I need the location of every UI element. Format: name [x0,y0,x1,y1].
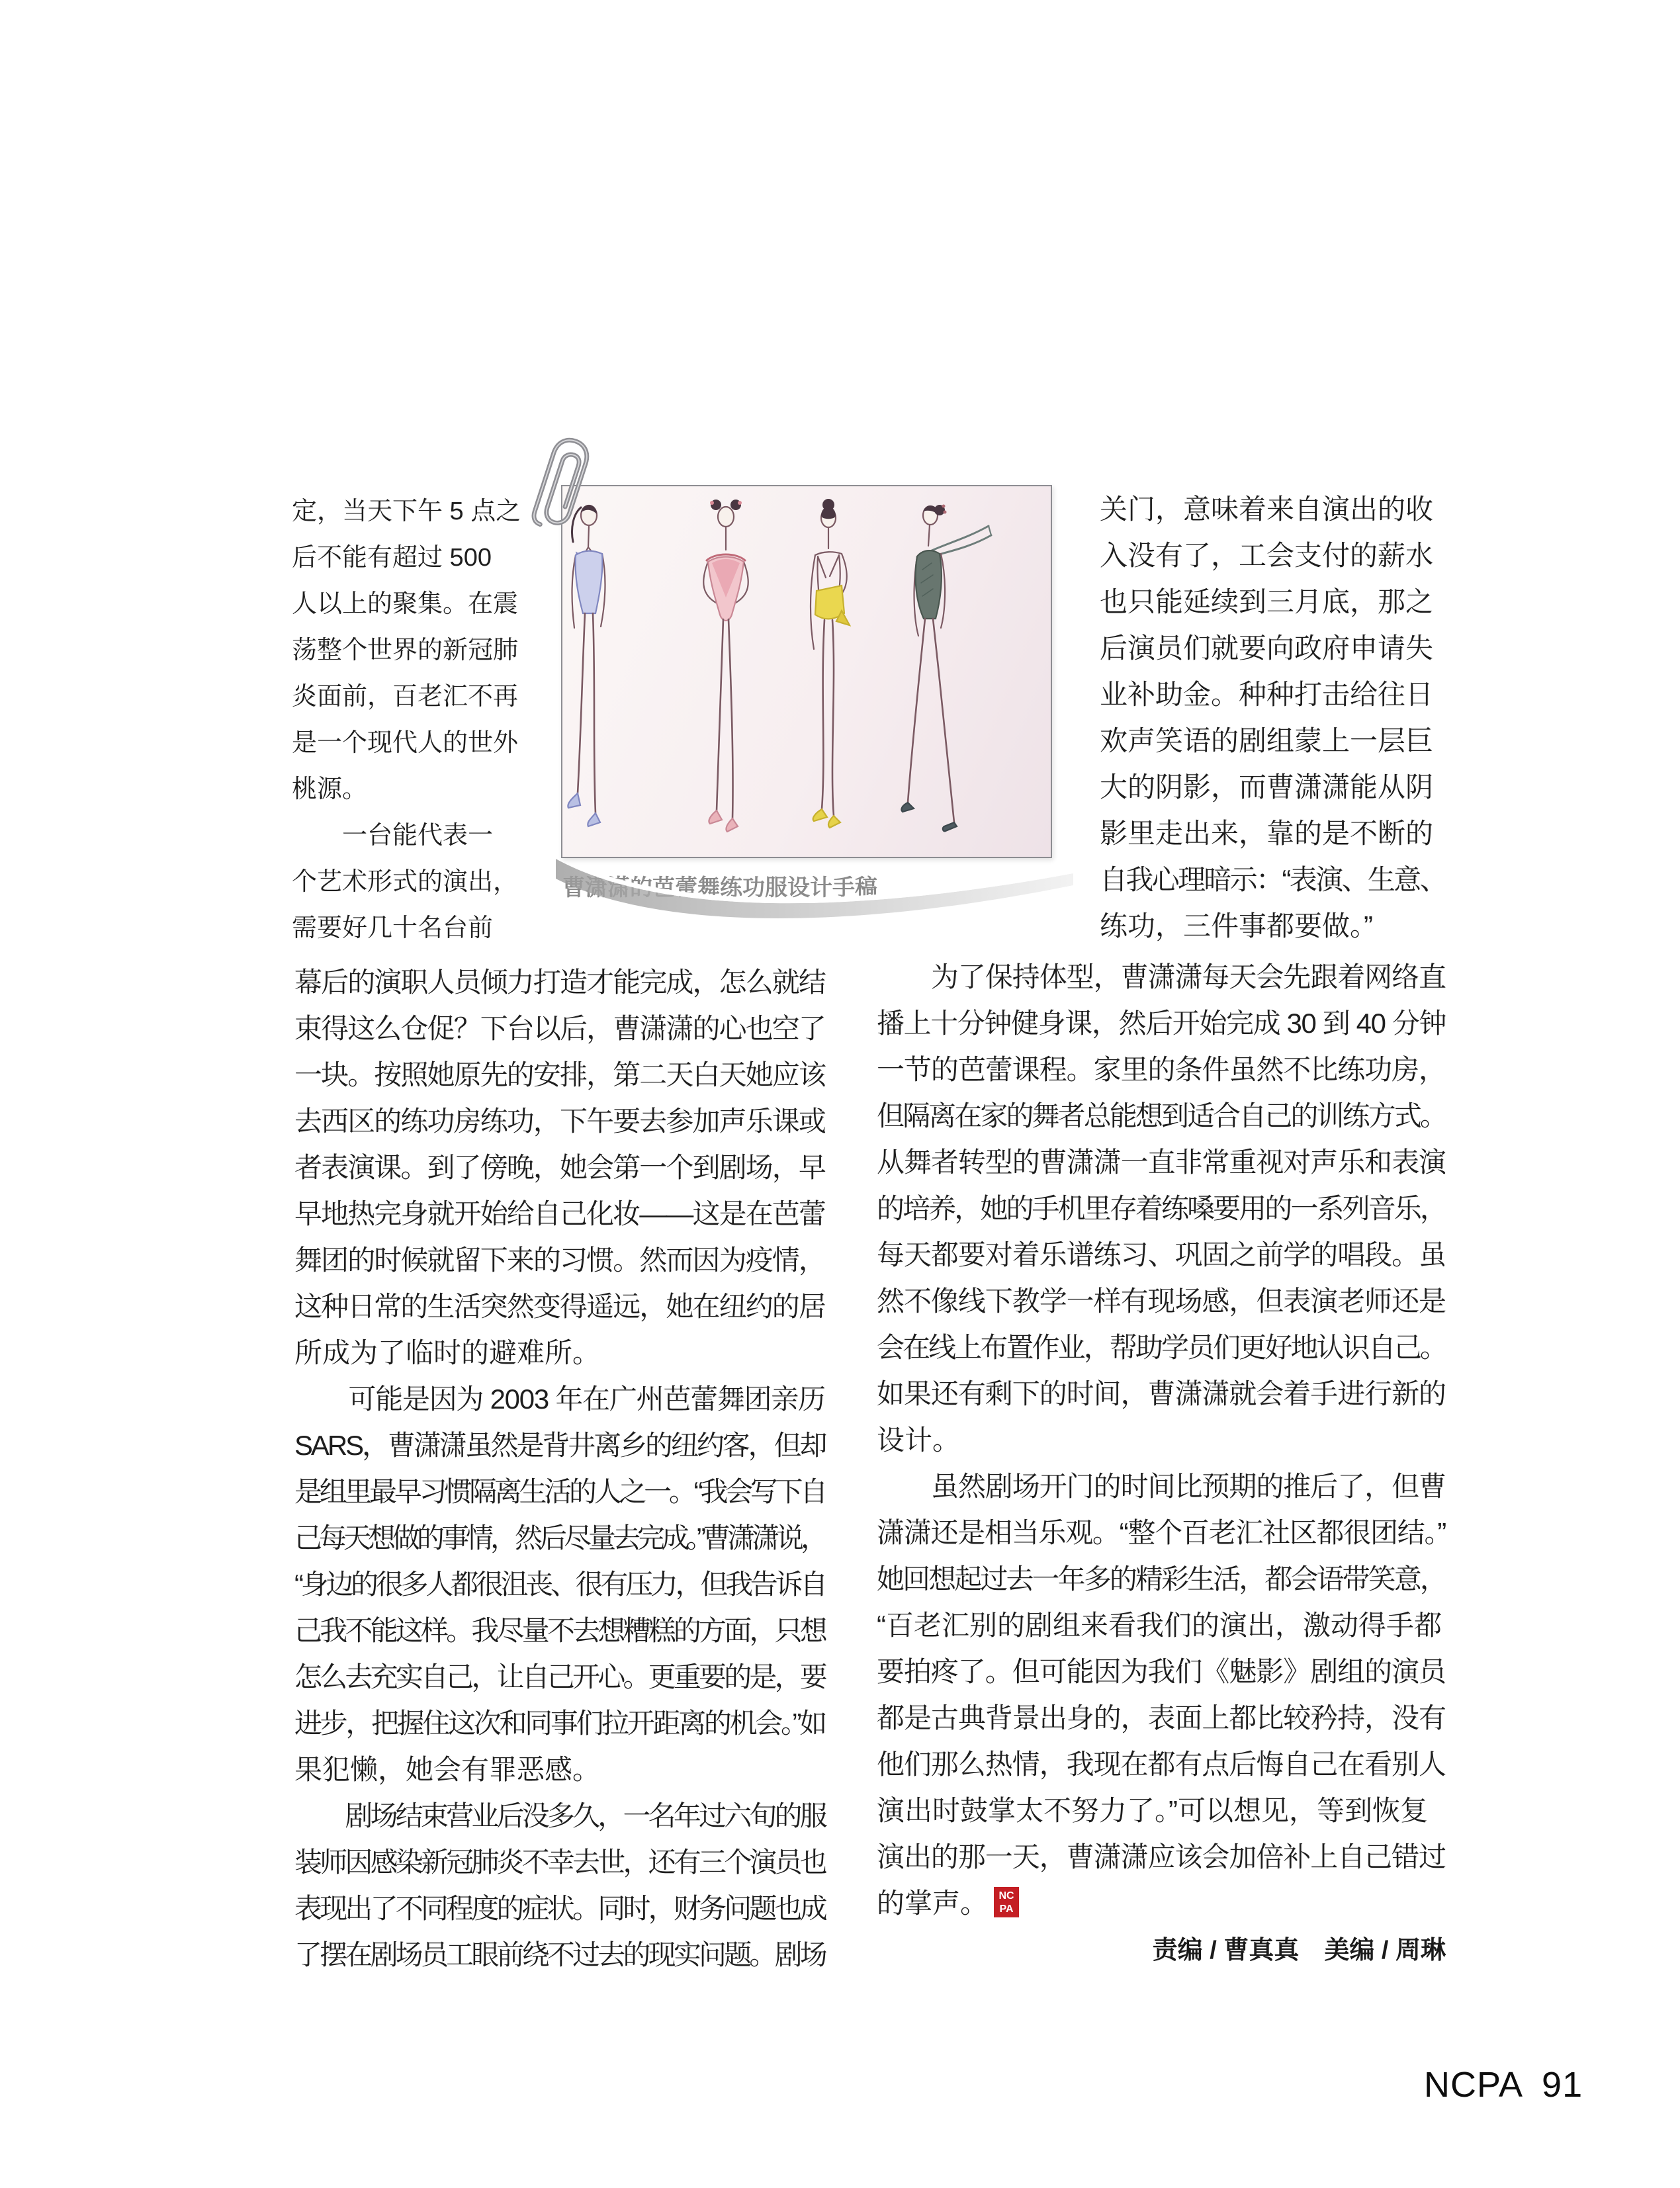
ballet-figure-sketch-4 [901,505,991,832]
text-line: 一块。按照她原先的安排，第二天白天她应该 [294,1059,826,1090]
ncpa-end-logo-line1: NC [998,1890,1014,1902]
text-line: 业补助金。种种打击给往日 [1100,679,1434,710]
text-line: 的培养，她的手机里存着练嗓要用的一系列音乐， [877,1193,1446,1224]
text-line: 果犯懒，她会有罪恶感。 [294,1754,601,1785]
text-line: 也只能延续到三月底，那之 [1100,586,1434,617]
ballet-figure-sketch-3 [811,499,850,828]
text-line: 播上十分钟健身课，然后开始完成 30 到 40 分钟 [877,1008,1446,1039]
text-line: 己我不能这样。我尽量不去想糟糕的方面，只想 [294,1615,826,1646]
text-line: 每天都要对着乐谱练习、巩固之前学的唱段。虽 [877,1239,1446,1270]
page-footer [1424,2066,1583,2104]
column-left-wide [294,959,825,1978]
text-line: 了摆在剧场员工眼前绕不过去的现实问题。剧场 [294,1939,826,1970]
costume-sketch-photo [561,485,1052,858]
footer-page-number: 91 [1542,2065,1583,2105]
text-line: 表现出了不同程度的症状。同时，财务问题也成 [294,1893,826,1924]
text-line: 但隔离在家的舞者总能想到适合自己的训练方式。 [877,1100,1446,1131]
photo-curl-shadow [553,855,1076,944]
ncpa-end-logo-line2: PA [999,1904,1014,1915]
text-line: 都是古典背景出身的，表面上都比较矜持，没有 [877,1702,1446,1733]
text-line: 从舞者转型的曹潇潇一直非常重视对声乐和表演 [877,1147,1446,1178]
text-line: 后演员们就要向政府申请失 [1100,633,1434,664]
text-line: 入没有了，工会支付的薪水 [1100,540,1434,571]
text-line: 后不能有超过 500 [292,544,492,572]
text-line: 的掌声。 [877,1888,989,1919]
text-line: 欢声笑语的剧组蒙上一层巨 [1100,725,1434,756]
text-line: 舞团的时候就留下来的习惯。然而因为疫情， [294,1245,826,1276]
text-line: 炎面前，百老汇不再 [292,683,519,711]
editor-credit: 责编 / 曹真真 美编 / 周琳 [1152,1937,1446,1964]
text-line: 虽然剧场开门的时间比预期的推后了，但曹 [877,1471,1446,1502]
text-line: 演出时鼓掌太不努力了。”可以想见，等到恢复 [877,1795,1428,1826]
footer-brand: NCPA [1424,2065,1524,2105]
ballet-figure-sketch-1 [568,505,605,826]
text-line: 去西区的练功房练功，下午要去参加声乐课或 [294,1106,826,1137]
ballet-costume-sketches [562,486,1051,857]
text-line: 关门，意味着来自演出的收 [1100,494,1434,525]
text-line: 是组里最早习惯隔离生活的人之一。“我会写下自 [294,1476,825,1507]
text-line: 一节的芭蕾课程。家里的条件虽然不比练功房， [877,1054,1446,1085]
text-line: 者表演课。到了傍晚，她会第一个到剧场，早 [294,1152,826,1183]
text-line: 桃源。 [292,775,368,803]
text-line: 如果还有剩下的时间，曹潇潇就会着手进行新的 [877,1378,1446,1409]
text-line: 是一个现代人的世外 [292,729,519,757]
column-left-narrow [292,488,522,951]
text-line: 人以上的聚集。在震 [292,590,519,618]
text-line: 个艺术形式的演出， [292,868,519,896]
text-line: 会在线上布置作业，帮助学员们更好地认识自己。 [877,1332,1446,1363]
text-line: “身边的很多人都很沮丧、很有压力，但我告诉自 [294,1569,825,1600]
text-line: 潇潇还是相当乐观。“整个百老汇社区都很团结。” [877,1517,1446,1548]
text-line: 影里走出来，靠的是不断的 [1100,818,1434,849]
text-line: 需要好几十名台前 [292,914,494,942]
text-line: 他们那么热情，我现在都有点后悔自己在看别人 [877,1749,1446,1780]
text-line: “百老汇别的剧组来看我们的演出，激动得手都 [877,1610,1442,1641]
text-line: 她回想起过去一年多的精彩生活，都会语带笑意， [877,1563,1446,1595]
text-line: 自我心理暗示：“表演、生意、 [1100,864,1446,895]
text-line: 然不像线下教学一样有现场感，但表演老师还是 [877,1286,1446,1317]
text-line: 定，当天下午 5 点之 [292,498,521,525]
column-right-narrow [1100,486,1446,949]
text-line: 幕后的演职人员倾力打造才能完成，怎么就结 [294,967,826,998]
text-line: 怎么去充实自己，让自己开心。更重要的是，要 [294,1661,826,1692]
text-line: 早地热完身就开始给自己化妆——这是在芭蕾 [294,1198,826,1229]
text-line: 剧场结束营业后没多久，一名年过六旬的服 [294,1800,826,1831]
text-line: 大的阴影，而曹潇潇能从阴 [1100,771,1434,803]
text-line: 装师因感染新冠肺炎不幸去世，还有三个演员也 [294,1847,826,1878]
text-line: 可能是因为 2003 年在广州芭蕾舞团亲历 [294,1383,825,1415]
ballet-figure-sketch-2 [703,500,748,832]
text-line: 演出的那一天，曹潇潇应该会加倍补上自己错过 [877,1841,1446,1872]
text-line: 束得这么仓促？下台以后，曹潇潇的心也空了 [294,1013,826,1044]
text-line: 所成为了临时的避难所。 [294,1337,601,1368]
photo-caption: 曹潇潇的芭蕾舞练功服设计手稿 [562,875,877,900]
text-line: 进步，把握住这次和同事们拉开距离的机会。”如 [294,1708,825,1739]
column-right-wide [877,954,1446,1927]
text-line: 一台能代表一 [292,822,494,850]
text-line: 荡整个世界的新冠肺 [292,636,519,664]
text-line: 这种日常的生活突然变得遥远，她在纽约的居 [294,1291,826,1322]
text-line: 为了保持体型，曹潇潇每天会先跟着网络直 [877,961,1446,992]
text-line: 练功，三件事都要做。” [1100,910,1373,941]
ncpa-end-logo [994,1887,1019,1917]
text-line: 己每天想做的事情，然后尽量去完成。”曹潇潇说， [294,1522,825,1553]
text-line: SARS，曹潇潇虽然是背井离乡的纽约客，但却 [294,1430,826,1461]
text-line: 要拍疼了。但可能因为我们《魅影》剧组的演员 [877,1656,1446,1687]
text-line: 设计。 [877,1424,961,1456]
